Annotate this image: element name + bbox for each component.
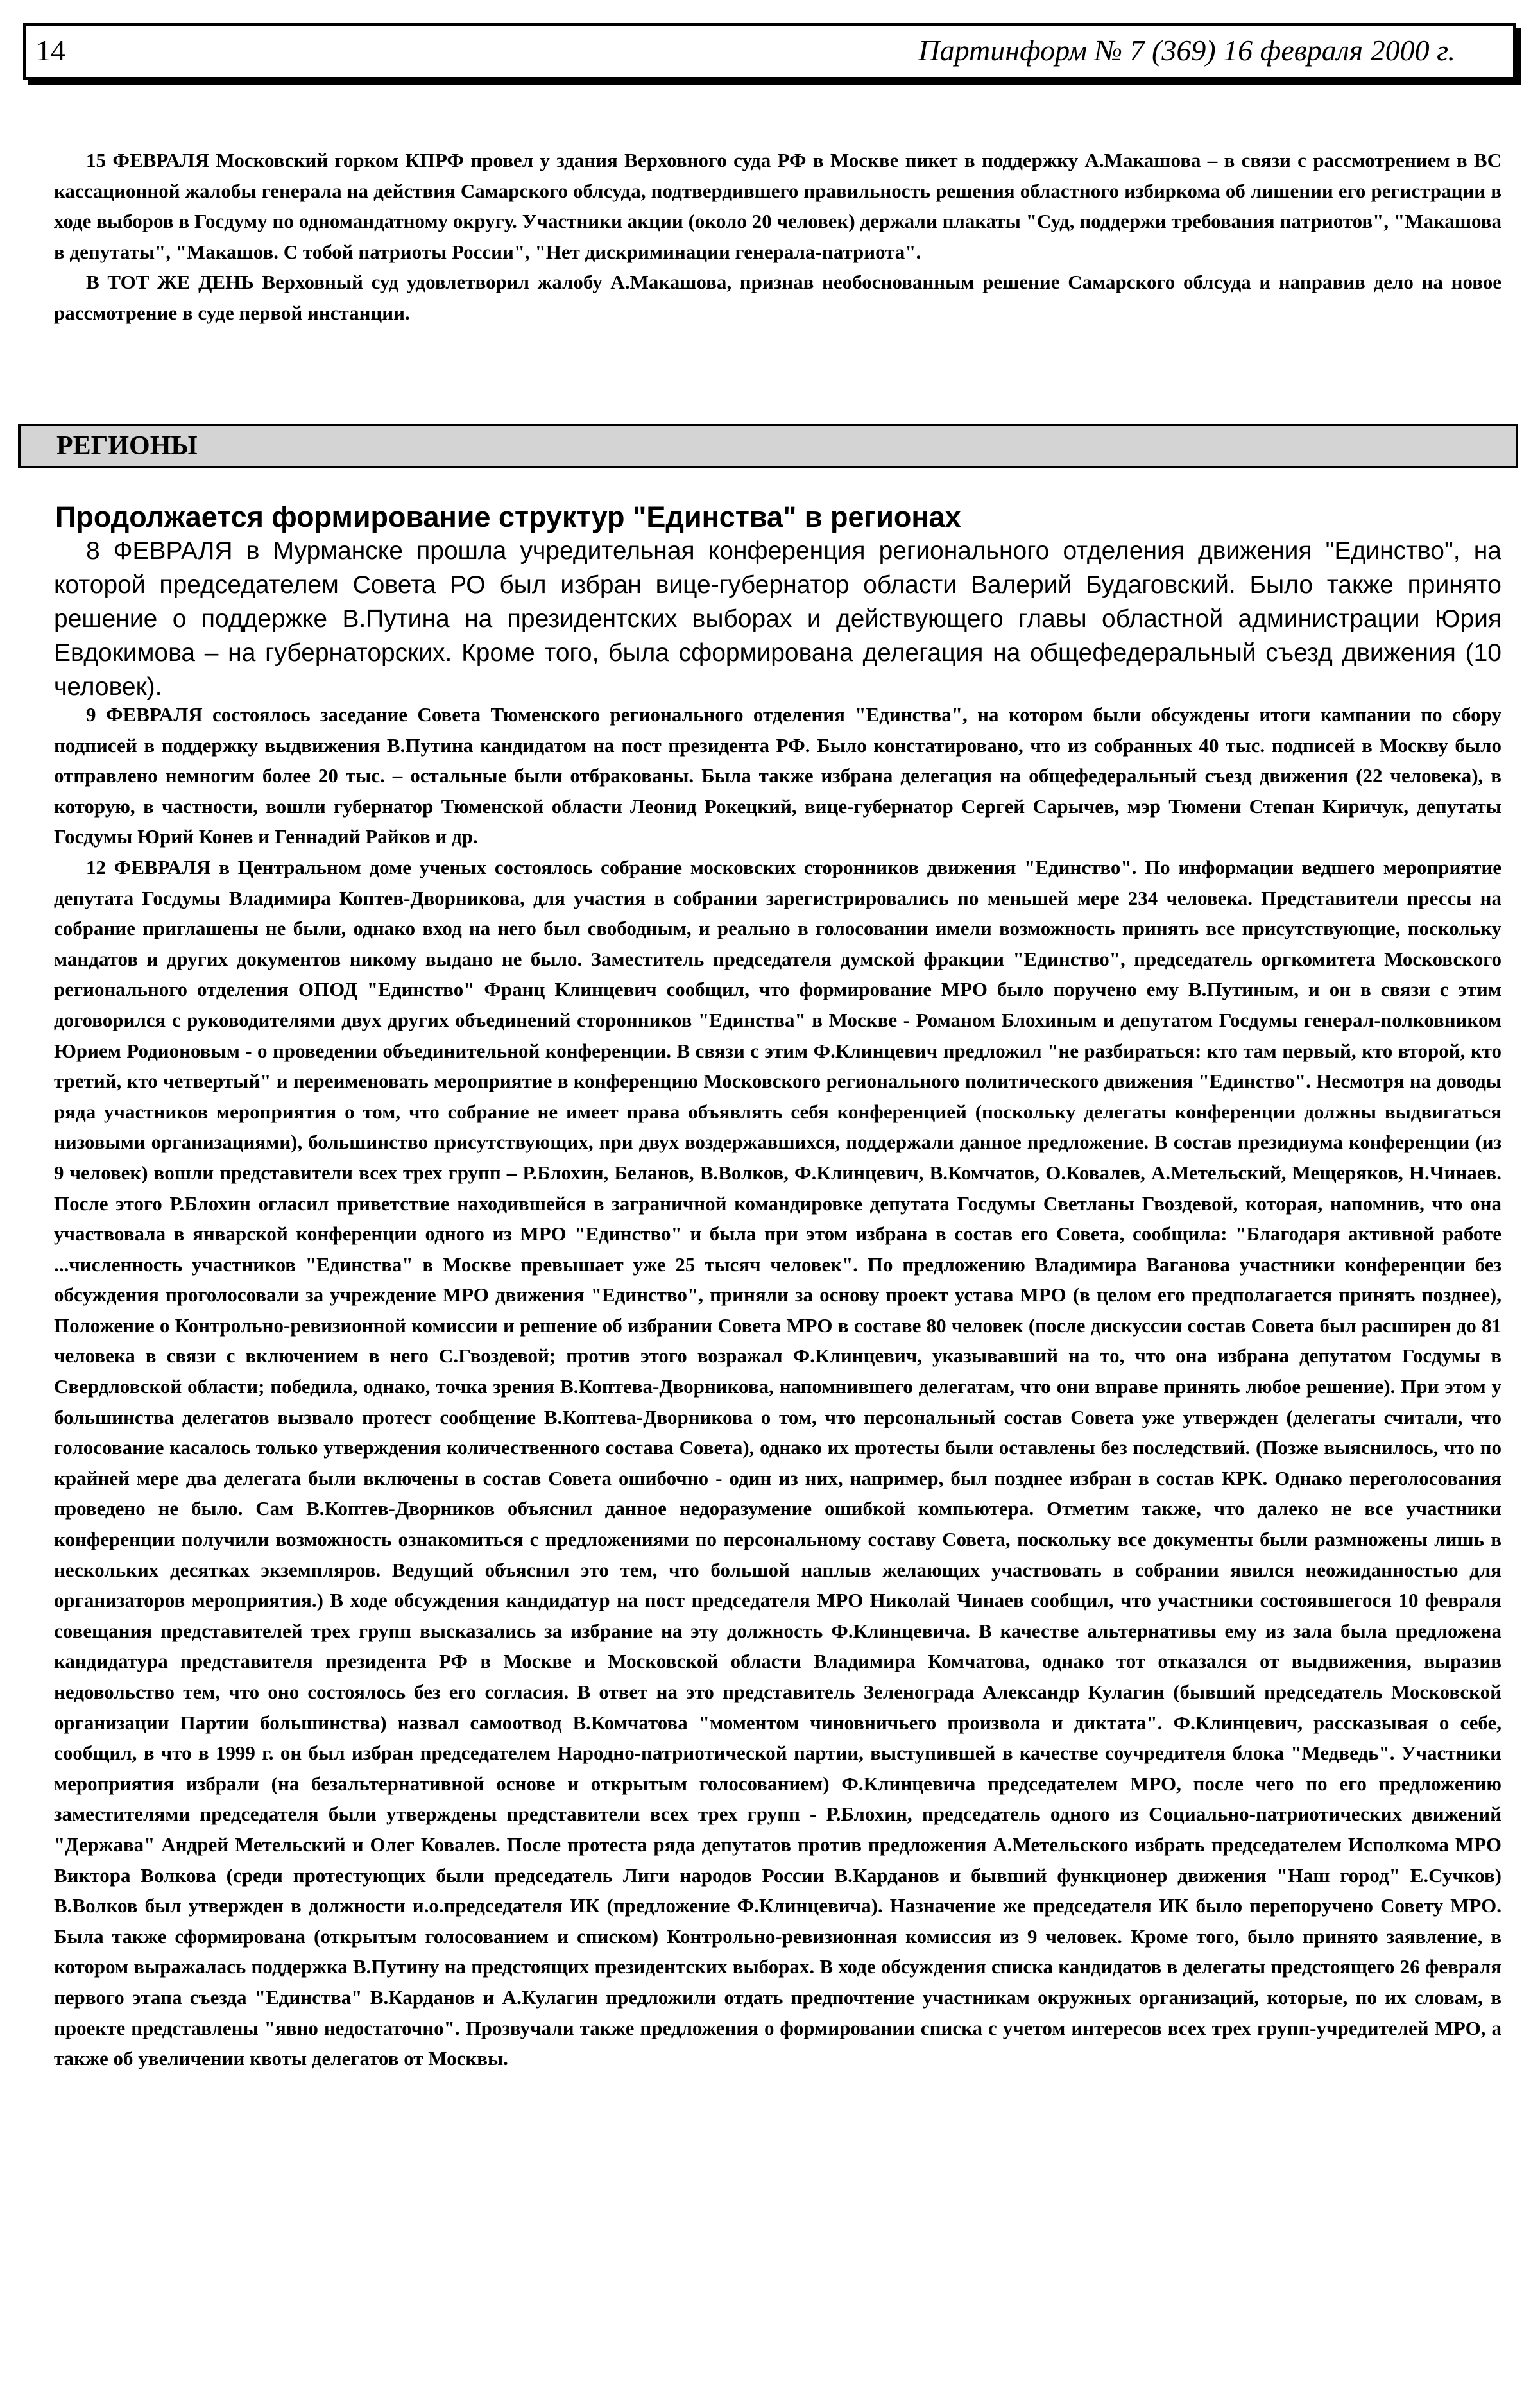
page-header bbox=[23, 23, 1516, 80]
lead-news bbox=[54, 145, 1502, 329]
article-intro bbox=[54, 534, 1502, 704]
article-title: Продолжается формирование структур "Единства" в регионах bbox=[55, 501, 961, 533]
intro-paragraph: 8 ФЕВРАЛЯ в Мурманске прошла учредительная конференция регионального отделения движения "Единство", на которой председателем Совета РО был избран вице-губернатор области Валерий Будаговский. Было также принято решение о поддержке В.Путина на президентских выборах и действующего главы областной администрации Юрия Евдокимова – на губернаторских. Кроме того, была сформирована делегация на общефедеральный съезд движения (10 человек). bbox=[54, 537, 1502, 701]
lead-paragraph: 15 ФЕВРАЛЯ Московский горком КПРФ провел у здания Верховного суда РФ в Москве пикет в поддержку А.Макашова – в связи с рассмотрением в ВС кассационной жалобы генерала на действия Самарского облсуда, подтвердившего правильность решения областного избиркома об лишении его регистрации в ходе выборов в Госдуму по одномандатному округу. Участники акции (около 20 человек) держали плакаты "Суд, поддержи требования патриотов", "Макашова в депутаты", "Макашов. С тобой патриоты России", "Нет дискриминации генерала-патриота". bbox=[54, 149, 1502, 263]
issue-info: Партинформ № 7 (369) 16 февраля 2000 г. bbox=[918, 34, 1455, 67]
article-paragraph: 12 ФЕВРАЛЯ в Центральном доме ученых состоялось собрание московских сторонников движения "Единство". По информации ведшего мероприятие депутата Госдумы Владимира Коптев-Дворникова, для участия в собрании зарегистрировались по меньшей мере 234 человека. Представители прессы на собрание приглашены не были, однако вход на него был свободным, и реально в голосовании имели возможность принять все присутствующие, поскольку мандатов и других документов никому выдано не было. Заместитель председателя думской фракции "Единство", председатель оргкомитета Московского регионального отделения ОПОД "Единство" Франц Клинцевич сообщил, что формирование МРО было поручено ему В.Путиным, и он в связи с этим договорился с руководителями двух других объединений сторонников "Единства" в Москве - Романом Блохиным и депутатом Госдумы генерал-полковником Юрием Родионовым - о проведении объединительной конференции. В связи с этим Ф.Клинцевич предложил "не разбираться: кто там первый, кто второй, кто третий, кто четвертый" и переименовать мероприятие в конференцию Московского регионального политического движения "Единство". Несмотря на доводы ряда участников мероприятия о том, что собрание не имеет права объявлять себя конференцией (поскольку делегаты конференции должны выдвигаться низовыми организациями), большинство присутствующих, при двух воздержавшихся, поддержали данное предложение. В состав президиума конференции (из 9 человек) вошли представители всех трех групп – Р.Блохин, Беланов, В.Волков, Ф.Клинцевич, В.Комчатов, О.Ковалев, А.Метельский, Мещеряков, Н.Чинаев. После этого Р.Блохин огласил приветствие находившейся в заграничной командировке депутата Госдумы Светланы Гвоздевой, которая, напомнив, что она участвовала в январской конференции одного из МРО "Единство" и была при этом избрана в состав его Совета, сообщила: "Благодаря активной работе ...численность участников "Единства" в Москве превышает уже 25 тысяч человек". По предложению Владимира Ваганова участники конференции без обсуждения проголосовали за учреждение МРО движения "Единство", приняли за основу проект устава МРО (в целом его предполагается принять позднее), Положение о Контрольно-ревизионной комиссии и решение об избрании Совета МРО в составе 80 человек (после дискуссии состав Совета был расширен до 81 человека в связи с включением в него С.Гвоздевой; против этого возражал Ф.Клинцевич, указывавший на то, что она избрана депутатом Госдумы в Свердловской области; победила, однако, точка зрения В.Коптева-Дворникова, напомнившего делегатам, что они вправе принять любое решение). При этом у большинства делегатов вызвало протест сообщение В.Коптева-Дворникова о том, что персональный состав Совета уже утвержден (делегаты считали, что голосование касалось только утверждения количественного состава Совета), однако их протесты были оставлены без последствий. (Позже выяснилось, что по крайней мере два делегата были включены в состав Совета ошибочно - один из них, например, был позднее избран в состав КРК. Однако переголосования проведено не было. Сам В.Коптев-Дворников объяснил данное недоразумение ошибкой компьютера. Отметим также, что далеко не все участники конференции получили возможность ознакомиться с предложениями по персональному составу Совета, поскольку все документы были размножены лишь в нескольких десятках экземпляров. Ведущий объяснил это тем, что большой наплыв желающих участвовать в собрании явился неожиданностью для организаторов мероприятия.) В ходе обсуждения кандидатур на пост председателя МРО Николай Чинаев сообщил, что участники состоявшегося 10 февраля совещания представителей трех групп высказались за избрание на эту должность Ф.Клинцевича. В качестве альтернативы ему из зала была предложена кандидатура представителя президента РФ в Москве и Московской области Владимира Комчатова, однако тот отказался от выдвижения, выразив недовольство тем, что оно состоялось без его согласия. В ответ на это представитель Зеленограда Александр Кулагин (бывший председатель Московской организации Партии большинства) назвал самоотвод В.Комчатова "моментом чиновничьего произвола и диктата". Ф.Клинцевич, рассказывая о себе, сообщил, в что в 1999 г. он был избран председателем Народно-патриотической партии, выступившей в качестве соучредителя блока "Медведь". Участники мероприятия избрали (на безальтернативной основе и открытым голосованием) Ф.Клинцевича председателем МРО, после чего по его предложению заместителями председателя были утверждены представители всех трех групп - Р.Блохин, председатель одного из Социально-патриотических движений "Держава" Андрей Метельский и Олег Ковалев. После протеста ряда депутатов против предложения А.Метельского избрать председателем Исполкома МРО Виктора Волкова (среди протестующих были председатель Лиги народов России В.Карданов и бывший функционер движения "Наш город" Е.Сучков) В.Волков был утвержден в должности и.о.председателя ИК (предложение Ф.Клинцевича). Назначение же председателя ИК было перепоручено Совету МРО. Была также сформирована (открытым голосованием и списком) Контрольно-ревизионная комиссия из 9 человек. Кроме того, было принято заявление, в котором выражалась поддержка В.Путину на предстоящих президентских выборах. В ходе обсуждения списка кандидатов в делегаты предстоящего 26 февраля первого этапа съезда "Единства" В.Карданов и А.Кулагин предложили отдать предпочтение участникам окружных организаций, которые, по их словам, в проекте представлены "явно недостаточно". Прозвучали также предложения о формировании списка с учетом интересов всех трех групп-учредителей МРО, а также об увеличении квоты делегатов от Москвы. bbox=[54, 855, 1502, 2070]
section-title: РЕГИОНЫ bbox=[56, 431, 198, 461]
article-body bbox=[54, 699, 1502, 2074]
page-number: 14 bbox=[36, 34, 65, 67]
article-paragraph: 9 ФЕВРАЛЯ состоялось заседание Совета Тюменского регионального отделения "Единства", на котором были обсуждены итоги кампании по сбору подписей в поддержку выдвижения В.Путина кандидатом на пост президента РФ. Было констатировано, что из собранных 40 тыс. подписей в Москву было отправлено немногим более 20 тыс. – остальные были отбракованы. Была также избрана делегация на общефедеральный съезд движения (22 человека), в которую, в частности, вошли губернатор Тюменской области Леонид Рокецкий, вице-губернатор Сергей Сарычев, мэр Тюмени Степан Киричук, депутаты Госдумы Юрий Конев и Геннадий Райков и др. bbox=[54, 703, 1502, 848]
lead-paragraph: В ТОТ ЖЕ ДЕНЬ Верховный суд удовлетворил жалобу А.Макашова, признав необоснованным решение Самарского облсуда и направив дело на новое рассмотрение в суде первой инстанции. bbox=[54, 271, 1502, 324]
section-header bbox=[18, 424, 1518, 468]
